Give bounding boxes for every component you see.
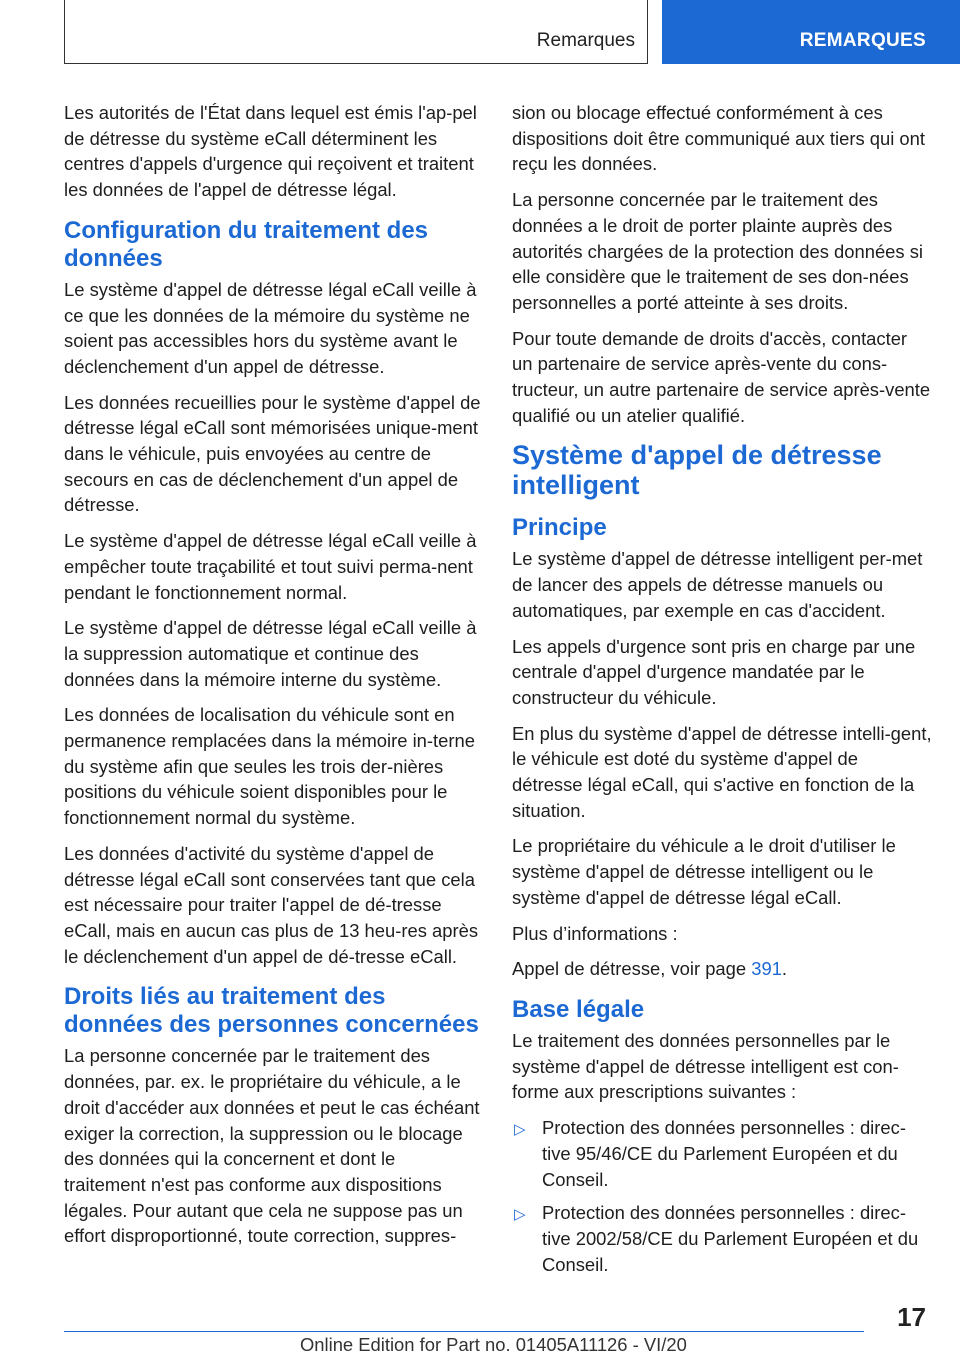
header-chapter-tab-label: REMARQUES bbox=[799, 30, 926, 51]
header-section-label: Remarques bbox=[536, 30, 635, 51]
paragraph: sion ou blocage effectué conformément à ces dispositions doit être communiqué aux tiers qui ont reçu les données. bbox=[512, 102, 925, 175]
triangle-right-icon: ▷ bbox=[514, 1206, 526, 1224]
paragraph: Plus d’informations : bbox=[512, 922, 678, 944]
header-section-box bbox=[64, 0, 648, 64]
list-item-text: Protection des données personnelles : direc‐tive 95/46/CE du Parlement Européen et du Conseil. bbox=[542, 1117, 906, 1190]
paragraph: Le système d'appel de détresse intelligent per‐met de lancer des appels de détresse manuels ou automatiques, par exemple en cas d'accident. bbox=[512, 548, 923, 621]
paragraph: Le système d'appel de détresse légal eCall veille à la suppression automatique et continue des données dans la mémoire interne du système. bbox=[64, 617, 477, 690]
section-heading-principe: Principe bbox=[512, 514, 607, 542]
section-heading-droits: Droits liés au traitement des données des personnes concernées bbox=[64, 983, 479, 1039]
paragraph: Le traitement des données personnelles par le système d'appel de détresse intelligent est con‐forme aux prescriptions suivantes : bbox=[512, 1029, 899, 1103]
paragraph: Le système d'appel de détresse légal eCall veille à ce que les données de la mémoire du système ne soient pas accessibles hors du système avant le déclenchement d'un appel de détresse. bbox=[64, 278, 477, 377]
left-column bbox=[64, 100, 482, 1259]
bullet-list bbox=[512, 1115, 932, 1277]
paragraph: Les appels d'urgence sont pris en charge par une centrale d'appel d'urgence mandatée par le constructeur du véhicule. bbox=[512, 635, 916, 708]
list-item-text: Protection des données personnelles : direc‐tive 2002/58/CE du Parlement Européen et du Conseil. bbox=[542, 1202, 919, 1275]
list-item bbox=[512, 1115, 932, 1192]
footer-edition: Online Edition for Part no. 01405A11126 - VI/20 bbox=[300, 1334, 687, 1355]
paragraph: Le propriétaire du véhicule a le droit d'utiliser le système d'appel de détresse intelligent ou le système d'appel de détresse légal eCall. bbox=[512, 835, 896, 908]
paragraph: Le système d'appel de détresse légal eCall veille à empêcher toute traçabilité et tout suivi perma‐nent pendant le fonctionnement normal. bbox=[64, 530, 477, 603]
cross-reference-text: Appel de détresse, voir page bbox=[512, 958, 752, 980]
triangle-right-icon: ▷ bbox=[514, 1121, 526, 1139]
section-heading-configuration: Configuration du traitement des données bbox=[64, 216, 429, 272]
paragraph: Pour toute demande de droits d'accès, contacter un partenaire de service après-vente du cons‐tructeur, un autre partenaire de service après-vente qualifié ou un atelier qualifié. bbox=[512, 327, 931, 426]
paragraph: Les autorités de l'État dans lequel est émis l'ap‐pel de détresse du système eCall déterminent les centres d'appels d'urgence qui reçoivent et traitent les données de l'appel de détresse légal. bbox=[64, 102, 477, 201]
header-chapter-tab[interactable] bbox=[662, 0, 960, 64]
page-number: 17 bbox=[897, 1302, 926, 1332]
paragraph: Les données d'activité du système d'appel de détresse légal eCall sont conservées tant que cela est nécessaire pour traiter l'appel de dé‐tresse eCall, mais en aucun cas plus de 13 heu‐res après le déclenchement d'un appel de dé‐tresse eCall. bbox=[64, 842, 479, 967]
cross-reference-end: . bbox=[781, 958, 788, 980]
cross-reference bbox=[512, 956, 932, 982]
page-link-391[interactable]: 391 bbox=[751, 958, 782, 980]
paragraph: Les données recueillies pour le système d'appel de détresse légal eCall sont mémorisées unique‐ment dans le véhicule, puis envoyées au centre de secours en cas de déclenchement d'un appel de détresse. bbox=[64, 391, 481, 516]
list-item bbox=[512, 1200, 932, 1277]
paragraph: Les données de localisation du véhicule sont en permanence remplacées dans la mémoire in‐terne du système afin que seules les trois der‐nières positions du véhicule soient disponibles pour le fonctionnement normal du système. bbox=[64, 704, 475, 829]
footer-divider bbox=[64, 1331, 864, 1332]
chapter-heading-systeme: Système d'appel de détresse intelligent bbox=[512, 440, 882, 501]
paragraph: La personne concernée par le traitement des données, par. ex. le propriétaire du véhicule, a le droit d'accéder aux données et peut le cas échéant exiger la correction, la suppression ou le blocage des données qui la concernent et dont le traitement n'est pas conforme aux dispositions légales. Pour autant que cela ne suppose pas un effort disproportionné, toute correction, suppres‐ bbox=[64, 1045, 480, 1247]
section-heading-base-legale: Base légale bbox=[512, 995, 645, 1023]
right-column bbox=[512, 100, 932, 1285]
paragraph: La personne concernée par le traitement des données a le droit de porter plainte auprès des autorités chargées de la protection des données si elle considère que le traitement de ses don‐nées personnelles a porté atteinte à ses droits. bbox=[512, 189, 923, 313]
paragraph: En plus du système d'appel de détresse intelli‐gent, le véhicule est doté du système d'appel de détresse légal eCall, qui s'active en fonction de la situation. bbox=[512, 722, 932, 821]
